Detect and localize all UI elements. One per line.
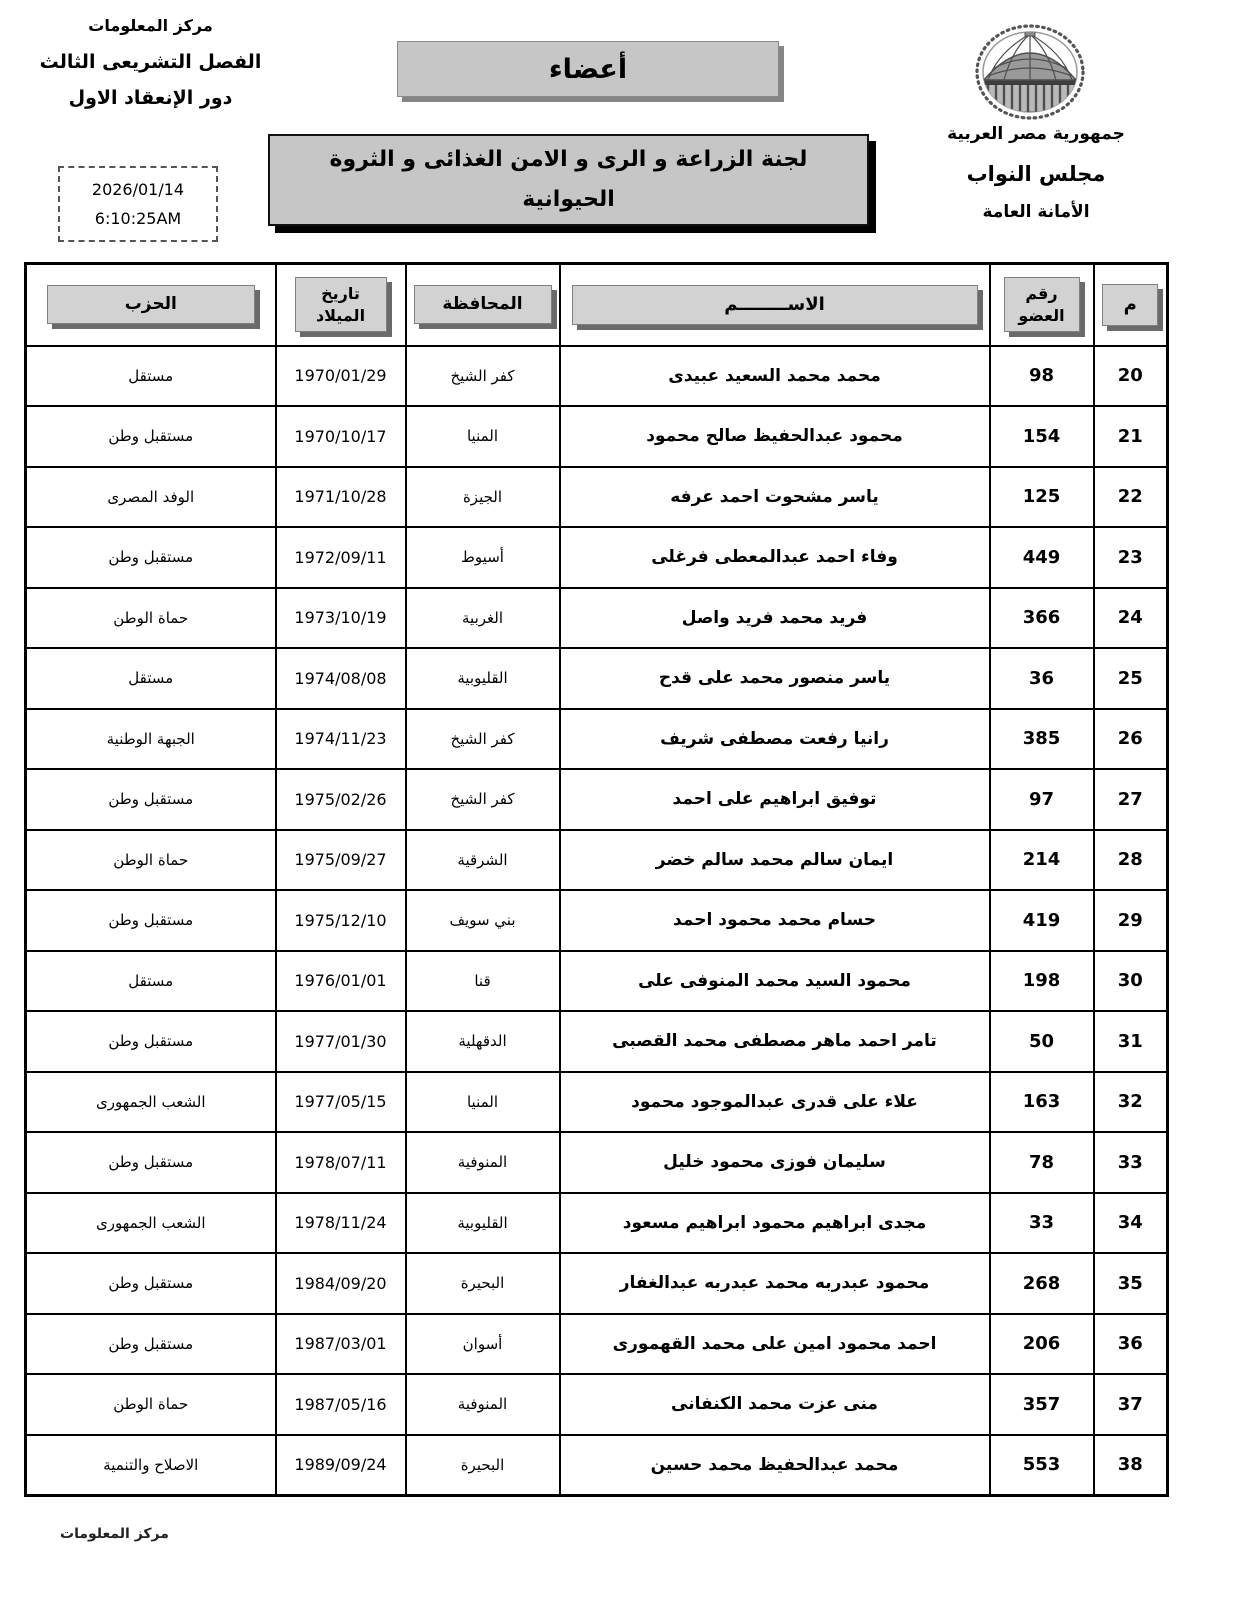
cell-birth-date: 1976/01/01 — [276, 951, 406, 1012]
cell-party: مستقل — [26, 951, 276, 1012]
cell-member-no: 553 — [990, 1435, 1094, 1496]
cell-index: 32 — [1094, 1072, 1168, 1133]
secretariat-name: الأمانة العامة — [982, 202, 1090, 222]
table-row — [26, 588, 1168, 649]
cell-member-no: 50 — [990, 1011, 1094, 1072]
cell-index: 20 — [1094, 346, 1168, 407]
table-row — [26, 1072, 1168, 1133]
cell-member-no: 206 — [990, 1314, 1094, 1375]
parliament-dome-svg — [960, 20, 1100, 126]
table-header-row — [26, 264, 1168, 346]
cell-party: مستقبل وطن — [26, 1011, 276, 1072]
cell-member-no: 36 — [990, 648, 1094, 709]
cell-name: ياسر منصور محمد على قدح — [560, 648, 990, 709]
cell-birth-date: 1975/12/10 — [276, 890, 406, 951]
print-time: 6:10:25AM — [94, 209, 182, 228]
members-title: أعضاء — [548, 53, 628, 85]
cell-index: 26 — [1094, 709, 1168, 770]
table-row — [26, 830, 1168, 891]
cell-governorate: القليوبية — [406, 648, 560, 709]
parliament-dome-emblem-icon — [960, 20, 1100, 126]
committee-title: لجنة الزراعة و الرى و الامن الغذائى و الثروة الحيوانية — [329, 147, 808, 212]
committee-title-box — [268, 134, 869, 226]
cell-birth-date: 1973/10/19 — [276, 588, 406, 649]
organization-block — [912, 124, 1160, 222]
header-party — [26, 264, 276, 346]
datetime-box — [58, 166, 218, 242]
cell-member-no: 98 — [990, 346, 1094, 407]
cell-birth-date: 1977/01/30 — [276, 1011, 406, 1072]
cell-party: الوفد المصرى — [26, 467, 276, 528]
cell-governorate: القليوبية — [406, 1193, 560, 1254]
cell-governorate: الشرقية — [406, 830, 560, 891]
cell-index: 28 — [1094, 830, 1168, 891]
cell-index: 38 — [1094, 1435, 1168, 1496]
cell-member-no: 198 — [990, 951, 1094, 1012]
cell-member-no: 214 — [990, 830, 1094, 891]
cell-name: سليمان فوزى محمود خليل — [560, 1132, 990, 1193]
cell-index: 24 — [1094, 588, 1168, 649]
table-row — [26, 346, 1168, 407]
cell-name: محمد محمد السعيد عبيدى — [560, 346, 990, 407]
cell-index: 36 — [1094, 1314, 1168, 1375]
cell-member-no: 33 — [990, 1193, 1094, 1254]
table-row — [26, 769, 1168, 830]
cell-birth-date: 1975/02/26 — [276, 769, 406, 830]
cell-name: احمد محمود امين على محمد القهمورى — [560, 1314, 990, 1375]
cell-party: مستقبل وطن — [26, 890, 276, 951]
cell-name: رانيا رفعت مصطفى شريف — [560, 709, 990, 770]
cell-name: محمود عبدربه محمد عبدربه عبدالغفار — [560, 1253, 990, 1314]
header-governorate — [406, 264, 560, 346]
council-name: مجلس النواب — [966, 162, 1106, 186]
cell-member-no: 366 — [990, 588, 1094, 649]
cell-birth-date: 1977/05/15 — [276, 1072, 406, 1133]
cell-index: 27 — [1094, 769, 1168, 830]
header-member-no-label: رقم العضو — [1004, 277, 1080, 332]
cell-party: مستقبل وطن — [26, 1314, 276, 1375]
cell-party: الاصلاح والتنمية — [26, 1435, 276, 1496]
cell-governorate: المنيا — [406, 1072, 560, 1133]
cell-governorate: البحيرة — [406, 1435, 560, 1496]
cell-party: مستقبل وطن — [26, 1132, 276, 1193]
session-round-label: دور الإنعقاد الاول — [68, 87, 233, 109]
cell-governorate: البحيرة — [406, 1253, 560, 1314]
cell-governorate: كفر الشيخ — [406, 769, 560, 830]
cell-birth-date: 1974/11/23 — [276, 709, 406, 770]
cell-name: مجدى ابراهيم محمود ابراهيم مسعود — [560, 1193, 990, 1254]
cell-name: منى عزت محمد الكنفانى — [560, 1374, 990, 1435]
cell-index: 30 — [1094, 951, 1168, 1012]
cell-party: الجبهة الوطنية — [26, 709, 276, 770]
cell-governorate: المنوفية — [406, 1132, 560, 1193]
cell-party: مستقل — [26, 648, 276, 709]
cell-birth-date: 1987/05/16 — [276, 1374, 406, 1435]
members-title-box — [397, 41, 779, 97]
info-center-label: مركز المعلومات — [88, 16, 213, 35]
cell-party: مستقل — [26, 346, 276, 407]
cell-birth-date: 1984/09/20 — [276, 1253, 406, 1314]
cell-member-no: 385 — [990, 709, 1094, 770]
header-name-label: الاســــــــم — [572, 285, 978, 325]
cell-birth-date: 1987/03/01 — [276, 1314, 406, 1375]
cell-governorate: الدقهلية — [406, 1011, 560, 1072]
header-party-label: الحزب — [47, 285, 255, 324]
cell-party: مستقبل وطن — [26, 1253, 276, 1314]
cell-name: ايمان سالم محمد سالم خضر — [560, 830, 990, 891]
header-index — [1094, 264, 1168, 346]
print-date: 2026/01/14 — [91, 180, 185, 199]
cell-index: 21 — [1094, 406, 1168, 467]
cell-name: علاء على قدرى عبدالموجود محمود — [560, 1072, 990, 1133]
table-row — [26, 406, 1168, 467]
cell-member-no: 163 — [990, 1072, 1094, 1133]
cell-birth-date: 1978/07/11 — [276, 1132, 406, 1193]
cell-index: 33 — [1094, 1132, 1168, 1193]
cell-birth-date: 1974/08/08 — [276, 648, 406, 709]
cell-birth-date: 1970/01/29 — [276, 346, 406, 407]
header-member-no — [990, 264, 1094, 346]
country-name: جمهورية مصر العربية — [947, 124, 1125, 144]
table-row — [26, 1193, 1168, 1254]
footer-info-center-label: مركز المعلومات — [60, 1526, 169, 1542]
cell-governorate: الغربية — [406, 588, 560, 649]
cell-name: محمود السيد محمد المنوفى على — [560, 951, 990, 1012]
cell-member-no: 419 — [990, 890, 1094, 951]
legislative-info-block — [28, 16, 273, 109]
table-row — [26, 1374, 1168, 1435]
table-row — [26, 1011, 1168, 1072]
cell-name: وفاء احمد عبدالمعطى فرغلى — [560, 527, 990, 588]
cell-party: مستقبل وطن — [26, 527, 276, 588]
cell-index: 31 — [1094, 1011, 1168, 1072]
cell-member-no: 125 — [990, 467, 1094, 528]
cell-governorate: قنا — [406, 951, 560, 1012]
cell-party: مستقبل وطن — [26, 406, 276, 467]
header-birth-date — [276, 264, 406, 346]
cell-birth-date: 1971/10/28 — [276, 467, 406, 528]
cell-party: حماة الوطن — [26, 588, 276, 649]
legislative-chapter-label: الفصل التشريعى الثالث — [39, 51, 262, 73]
table-row — [26, 951, 1168, 1012]
cell-governorate: المنيا — [406, 406, 560, 467]
header-index-label: م — [1102, 284, 1158, 326]
cell-index: 22 — [1094, 467, 1168, 528]
cell-index: 25 — [1094, 648, 1168, 709]
cell-index: 35 — [1094, 1253, 1168, 1314]
cell-member-no: 78 — [990, 1132, 1094, 1193]
cell-member-no: 97 — [990, 769, 1094, 830]
cell-name: توفيق ابراهيم على احمد — [560, 769, 990, 830]
members-table — [24, 262, 1169, 1497]
cell-governorate: المنوفية — [406, 1374, 560, 1435]
cell-name: فريد محمد فريد واصل — [560, 588, 990, 649]
table-row — [26, 648, 1168, 709]
cell-name: ياسر مشحوت احمد عرفه — [560, 467, 990, 528]
header-governorate-label: المحافظة — [414, 285, 552, 324]
cell-governorate: كفر الشيخ — [406, 709, 560, 770]
cell-name: محمد عبدالحفيظ محمد حسين — [560, 1435, 990, 1496]
cell-birth-date: 1989/09/24 — [276, 1435, 406, 1496]
table-row — [26, 1314, 1168, 1375]
cell-birth-date: 1975/09/27 — [276, 830, 406, 891]
cell-member-no: 268 — [990, 1253, 1094, 1314]
cell-birth-date: 1970/10/17 — [276, 406, 406, 467]
cell-member-no: 154 — [990, 406, 1094, 467]
cell-name: حسام محمد محمود احمد — [560, 890, 990, 951]
cell-party: حماة الوطن — [26, 1374, 276, 1435]
cell-index: 29 — [1094, 890, 1168, 951]
cell-birth-date: 1972/09/11 — [276, 527, 406, 588]
table-row — [26, 467, 1168, 528]
cell-index: 34 — [1094, 1193, 1168, 1254]
table-row — [26, 890, 1168, 951]
table-row — [26, 709, 1168, 770]
cell-birth-date: 1978/11/24 — [276, 1193, 406, 1254]
cell-governorate: كفر الشيخ — [406, 346, 560, 407]
cell-member-no: 449 — [990, 527, 1094, 588]
cell-party: الشعب الجمهورى — [26, 1193, 276, 1254]
table-row — [26, 1435, 1168, 1496]
cell-governorate: أسوان — [406, 1314, 560, 1375]
cell-index: 23 — [1094, 527, 1168, 588]
cell-party: حماة الوطن — [26, 830, 276, 891]
cell-party: الشعب الجمهورى — [26, 1072, 276, 1133]
cell-governorate: أسيوط — [406, 527, 560, 588]
cell-name: تامر احمد ماهر مصطفى محمد القصبى — [560, 1011, 990, 1072]
table-row — [26, 1253, 1168, 1314]
header-birth-date-label: تاريخ الميلاد — [295, 277, 387, 332]
cell-party: مستقبل وطن — [26, 769, 276, 830]
cell-index: 37 — [1094, 1374, 1168, 1435]
cell-governorate: بني سويف — [406, 890, 560, 951]
cell-member-no: 357 — [990, 1374, 1094, 1435]
cell-name: محمود عبدالحفيظ صالح محمود — [560, 406, 990, 467]
cell-governorate: الجيزة — [406, 467, 560, 528]
table-row — [26, 1132, 1168, 1193]
table-row — [26, 527, 1168, 588]
header-name — [560, 264, 990, 346]
